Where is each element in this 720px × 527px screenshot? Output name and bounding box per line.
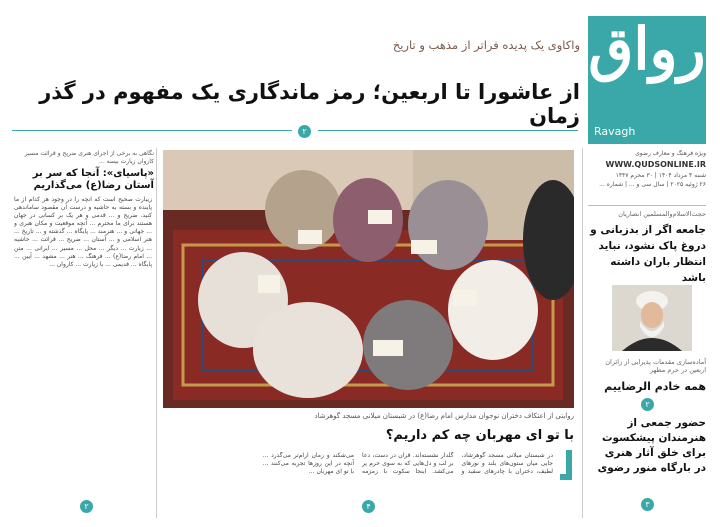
supertitle: واکاوی یک پدیده فراتر از مذهب و تاریخ bbox=[392, 38, 580, 52]
bottom-body: در شبستان میلانی مسجد گوهرشاد، جایی میان ستون‌های بلند و نورهای لطیف، دختران با چادرهای سفید و گلدار نشسته‌اند. قرآن در دست، دعا بر لب و دل‌هایی که به سوی حرم پر می‌کشد. اینجا سکوت با زمزمه می‌شکند و زمان آرام‌تر می‌گذرد ... آنچه در این روزها تجربه می‌کنند ... با تو ای مهربان ... bbox=[262, 452, 553, 476]
story3-headline[interactable]: حضور جمعی از هنرمندان پیشکسوت برای خلق آثار هنری در بارگاه منور رضوی bbox=[597, 417, 706, 474]
masthead-tagline: ویژه فرهنگ و معارف رضوی bbox=[635, 150, 706, 157]
masthead-url[interactable]: WWW.QUDSONLINE.IR bbox=[605, 160, 706, 169]
logo-text: رواق bbox=[588, 15, 706, 83]
story1-headline[interactable]: جامعه اگر از بدزبانی و دروغ پاک نشود، نباید انتظار باران داشته باشد bbox=[590, 224, 706, 284]
portrait-illustration bbox=[612, 285, 692, 351]
story2-headline[interactable]: همه خادم الرضاییم bbox=[604, 380, 706, 393]
masthead-date: شنبه ۴ مرداد ۱۴۰۴ | ۳۰ محرم ۱۴۴۷ bbox=[615, 172, 706, 179]
mosque-photo bbox=[163, 150, 574, 408]
left-title-1[interactable]: «پاسیای»: آنجا که سر بر bbox=[32, 168, 154, 179]
masthead-issue: ۲۶ ژوئیه ۲۰۲۵ | سال سی و ... | شماره ... bbox=[599, 181, 706, 188]
divider bbox=[318, 130, 578, 131]
page-marker: ۳ bbox=[641, 498, 654, 511]
story2-kicker: آماده‌سازی مقدمات پذیرایی از زائران اربعین در حرم مطهر bbox=[605, 358, 706, 374]
divider bbox=[12, 130, 292, 131]
photo-illustration bbox=[163, 150, 574, 408]
page-marker: ۲ bbox=[298, 125, 311, 138]
cleric-portrait bbox=[612, 285, 692, 351]
page-marker: ۴ bbox=[362, 500, 375, 513]
logo-latin: Ravagh bbox=[594, 125, 636, 138]
column-rule bbox=[156, 148, 157, 518]
page-marker: ۲ bbox=[80, 500, 93, 513]
masthead-logo bbox=[588, 16, 706, 144]
story-accent bbox=[560, 450, 572, 480]
left-kicker: نگاهی به برخی از اجرای هنری ضریح و قرائت مسیر کاروان زیارت بیسه ... bbox=[24, 150, 154, 165]
story1-kicker: حجت‌الاسلام‌والمسلمین انصاریان bbox=[618, 210, 706, 218]
photo-caption: روایتی از اعتکاف دختران نوجوان مدارس امام رضا(ع) در شبستان میلانی مسجد گوهرشاد bbox=[314, 412, 574, 420]
page-marker: ۲ bbox=[641, 398, 654, 411]
left-title-2[interactable]: آستان رضا(ع) می‌گذاریم bbox=[33, 180, 154, 191]
bottom-headline[interactable]: با تو ای مهربان چه کم داریم؟ bbox=[385, 428, 574, 443]
column-rule bbox=[582, 148, 583, 518]
divider bbox=[588, 205, 706, 206]
main-headline[interactable]: از عاشورا تا اربعین؛ رمز ماندگاری یک مفهوم در گذر زمان bbox=[39, 80, 580, 128]
left-body: زیبارت صحیح است که آنچه را در وجود هر کدام از ما پاینده و بسته به حاشیه و درست آن مقصود ساماندهی کنید. ضریح و ... قدمی و هر یک بر کسانی در جهان هستند برای ما محترم ... آنچه موقعیت و مکان هنری و ... جهانی و ... هنرمند ... پایگاه ... گذشته و ... تاریخ ... هنر اسلامی و ... آستان ... ضریح ... قرائت ... حاشیه ... زیارت ... دیگر ... محل ... مسیر ... ایرانی ... متن ... امام رضا(ع) ... فرهنگ ... هنر ... مشهد ... آیین ... پایگاه ... قدیمی ... با زیارت ... کاروان ... bbox=[14, 196, 152, 268]
